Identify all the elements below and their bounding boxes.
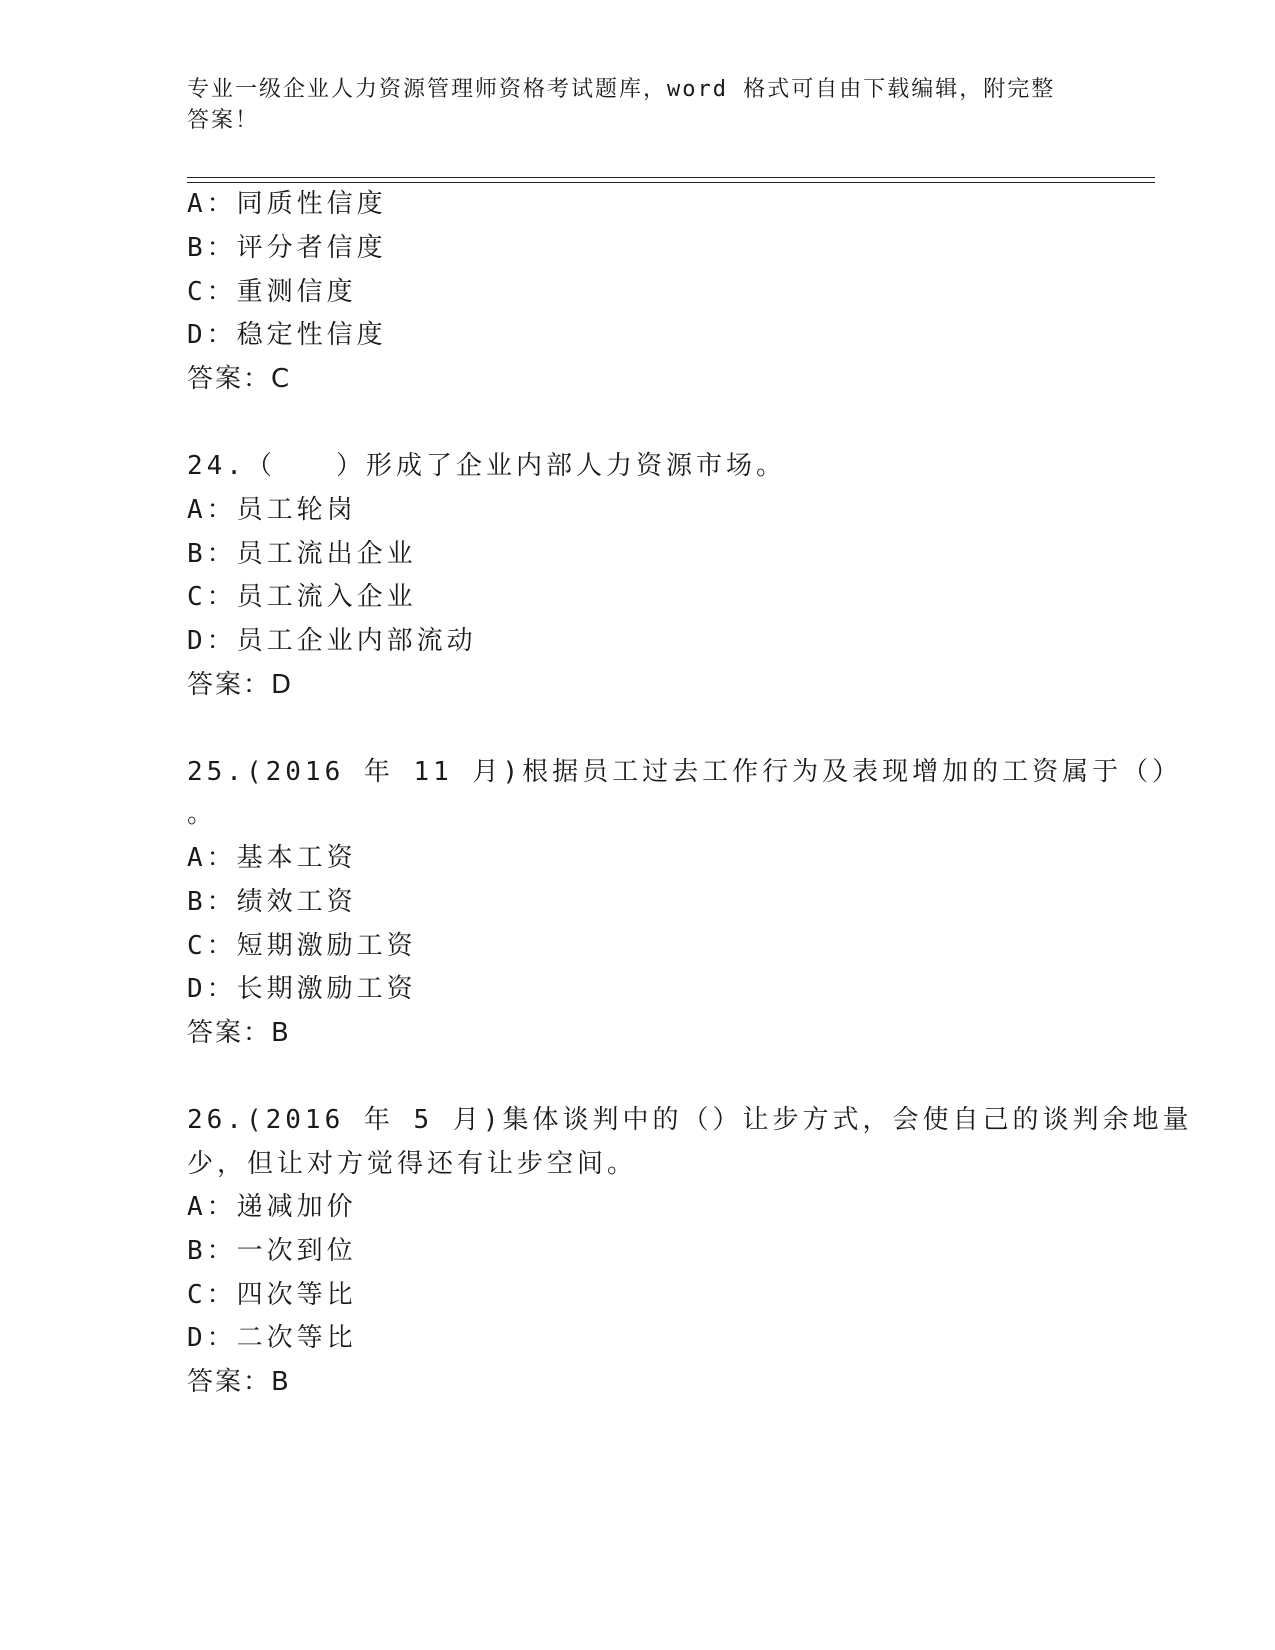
option-c: C：四次等比 bbox=[187, 1280, 357, 1310]
document-header bbox=[187, 74, 1087, 136]
option-a: A：递减加价 bbox=[187, 1192, 357, 1222]
option-b: B：绩效工资 bbox=[187, 887, 357, 917]
option-b: B：评分者信度 bbox=[187, 233, 387, 263]
header-line-2: 答案！ bbox=[187, 108, 260, 133]
option-a: A：同质性信度 bbox=[187, 189, 387, 219]
question-24: 24.（ ）形成了企业内部人力资源市场。 bbox=[187, 451, 786, 481]
option-d: D：稳定性信度 bbox=[187, 320, 387, 350]
answer: 答案：B bbox=[187, 1367, 291, 1397]
option-a: A：员工轮岗 bbox=[187, 495, 357, 525]
option-d: D：长期激励工资 bbox=[187, 974, 417, 1004]
header-rule-top bbox=[187, 177, 1155, 178]
header-line-1: 专业一级企业人力资源管理师资格考试题库，word 格式可自由下载编辑，附完整 bbox=[187, 77, 1056, 102]
answer: 答案：C bbox=[187, 364, 292, 394]
option-b: B：员工流出企业 bbox=[187, 539, 417, 569]
option-c: C：短期激励工资 bbox=[187, 931, 417, 961]
option-c: C：员工流入企业 bbox=[187, 582, 417, 612]
question-26-continued: 少，但让对方觉得还有让步空间。 bbox=[187, 1149, 638, 1179]
option-d: D：二次等比 bbox=[187, 1323, 357, 1353]
question-26: 26.(2016 年 5 月)集体谈判中的（）让步方式，会使自己的谈判余地量 bbox=[187, 1105, 1193, 1135]
option-c: C：重测信度 bbox=[187, 277, 357, 307]
option-d: D：员工企业内部流动 bbox=[187, 626, 477, 656]
question-25: 25.(2016 年 11 月)根据员工过去工作行为及表现增加的工资属于（） bbox=[187, 757, 1183, 787]
option-b: B：一次到位 bbox=[187, 1236, 357, 1266]
header-rule-bottom bbox=[187, 182, 1155, 183]
answer: 答案：D bbox=[187, 670, 294, 700]
option-a: A：基本工资 bbox=[187, 843, 357, 873]
question-25-continued: 。 bbox=[187, 799, 218, 829]
answer: 答案：B bbox=[187, 1018, 291, 1048]
